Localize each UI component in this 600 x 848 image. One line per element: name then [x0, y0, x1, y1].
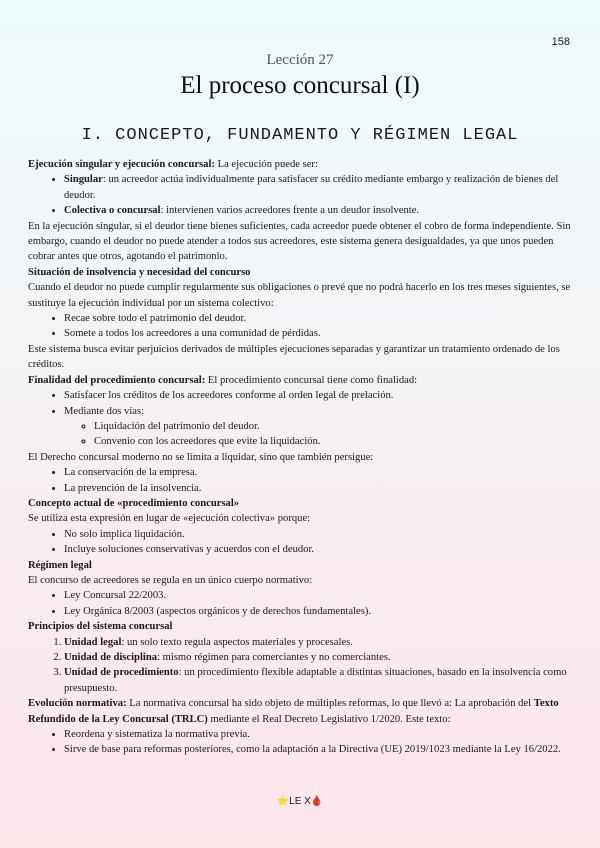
bullet-list [28, 727, 574, 758]
subheading: Finalidad del procedimiento concursal: [28, 374, 206, 386]
bullet-list [28, 465, 574, 496]
paragraph: Este sistema busca evitar perjuicios derivados de múltiples ejecuciones separadas y garantizar un tratamiento ordenado de los créditos. [28, 343, 560, 371]
list-item: • No solo implica liquidación. [64, 527, 574, 542]
star-icon: ⭐ [276, 796, 290, 807]
list-item: 3. Unidad de procedimiento: un procedimiento flexible adaptable a distintas situaciones, basado en la insolvencia como presupuesto. [64, 665, 574, 696]
list-item: • Mediante dos vías: ◦ Liquidación del patrimonio del deudor. ◦ Convenio con los acreedores que evite la liquidación. [64, 404, 574, 450]
page-title: El proceso concursal (I) [180, 72, 420, 99]
paragraph: Se utiliza esta expresión en lugar de «ejecución colectiva» porque: [28, 513, 311, 525]
list-item: • Sirve de base para reformas posteriores, como la adaptación a la Directiva (UE) 2019/1023 mediante la Ley 16/2022. [64, 742, 574, 757]
brand-text: LE X [289, 796, 311, 807]
list-item: • Incluye soluciones conservativas y acuerdos con el deudor. [64, 542, 574, 557]
page-number: 158 [551, 36, 570, 48]
list-item: • Ley Orgánica 8/2003 (aspectos orgánicos y de derechos fundamentales). [64, 604, 574, 619]
subheading: Ejecución singular y ejecución concursal: [28, 159, 215, 170]
paragraph: El concurso de acreedores se regula en un único cuerpo normativo: [28, 574, 313, 586]
list-item: ◦ Convenio con los acreedores que evite la liquidación. [94, 434, 574, 449]
list-item: • Recae sobre todo el patrimonio del deudor. [64, 311, 574, 326]
list-item: • Somete a todos los acreedores a una comunidad de pérdidas. [64, 326, 574, 341]
bullet-list [28, 388, 574, 450]
subheading: Régimen legal [28, 559, 92, 571]
bullet-list [28, 588, 574, 619]
list-item: 2. Unidad de disciplina: mismo régimen para comerciantes y no comerciantes. [64, 650, 574, 665]
list-item: • Colectiva o concursal: intervienen varios acreedores frente a un deudor insolvente. [64, 203, 574, 218]
list-item: • Satisfacer los créditos de los acreedores conforme al orden legal de prelación. [64, 388, 574, 403]
subheading: Concepto actual de «procedimiento concursal» [28, 497, 240, 509]
numbered-list [28, 635, 574, 697]
paragraph: Finalidad del procedimiento concursal: El procedimiento concursal tiene como finalidad: [28, 374, 418, 386]
footer-brand [0, 796, 600, 807]
section-heading: I. CONCEPTO, FUNDAMENTO Y RÉGIMEN LEGAL [81, 126, 519, 145]
list-item: • Singular: un acreedor actúa individualmente para satisfacer su crédito mediante embargo y realización de bienes del deudor. [64, 172, 574, 203]
subheading: Situación de insolvencia y necesidad del concurso [28, 266, 251, 278]
subheading: Evolución normativa: [28, 698, 127, 710]
paragraph: Evolución normativa: La normativa concursal ha sido objeto de múltiples reformas, lo que llevó a: La aprobación del Texto Refundido de la Ley Concursal (TRLC) mediante el Real Decreto Legislativo 1/2020. Este texto: [28, 698, 559, 725]
lesson-label: Lección 27 [266, 52, 334, 68]
list-item: 1. Unidad legal: un solo texto regula aspectos materiales y procesales. [64, 635, 574, 650]
paragraph: Ejecución singular y ejecución concursal: La ejecución puede ser: [28, 159, 318, 170]
list-item: • Ley Concursal 22/2003. [64, 588, 574, 603]
list-item: • Reordena y sistematiza la normativa previa. [64, 727, 574, 742]
document-body [28, 157, 574, 758]
paragraph: Cuando el deudor no puede cumplir regularmente sus obligaciones o prevé que no podrá hacerlo en los tres meses siguientes, se sustituye la ejecución individual por un sistema colectivo: [28, 282, 571, 309]
list-item: ◦ Liquidación del patrimonio del deudor. [94, 419, 574, 434]
sub-list [64, 419, 574, 450]
list-item: • La prevención de la insolvencia. [64, 481, 574, 496]
paragraph: En la ejecución singular, si el deudor tiene bienes suficientes, cada acreedor puede obtener el cobro de forma independiente. Sin embargo, cuando el deudor no puede atender a todos sus acreedores, este sistema genera desigualdades, ya que unos pueden cobrar antes que otros, agotando el patrimonio. [28, 220, 571, 263]
bullet-list [28, 311, 574, 342]
bullet-list [28, 172, 574, 218]
paragraph: El Derecho concursal moderno no se limita a liquidar, sino que también persigue: [28, 451, 374, 463]
list-item: • La conservación de la empresa. [64, 465, 574, 480]
drop-icon: 🩸 [310, 796, 324, 807]
bullet-list [28, 527, 574, 558]
subheading: Principios del sistema concursal [28, 621, 173, 633]
